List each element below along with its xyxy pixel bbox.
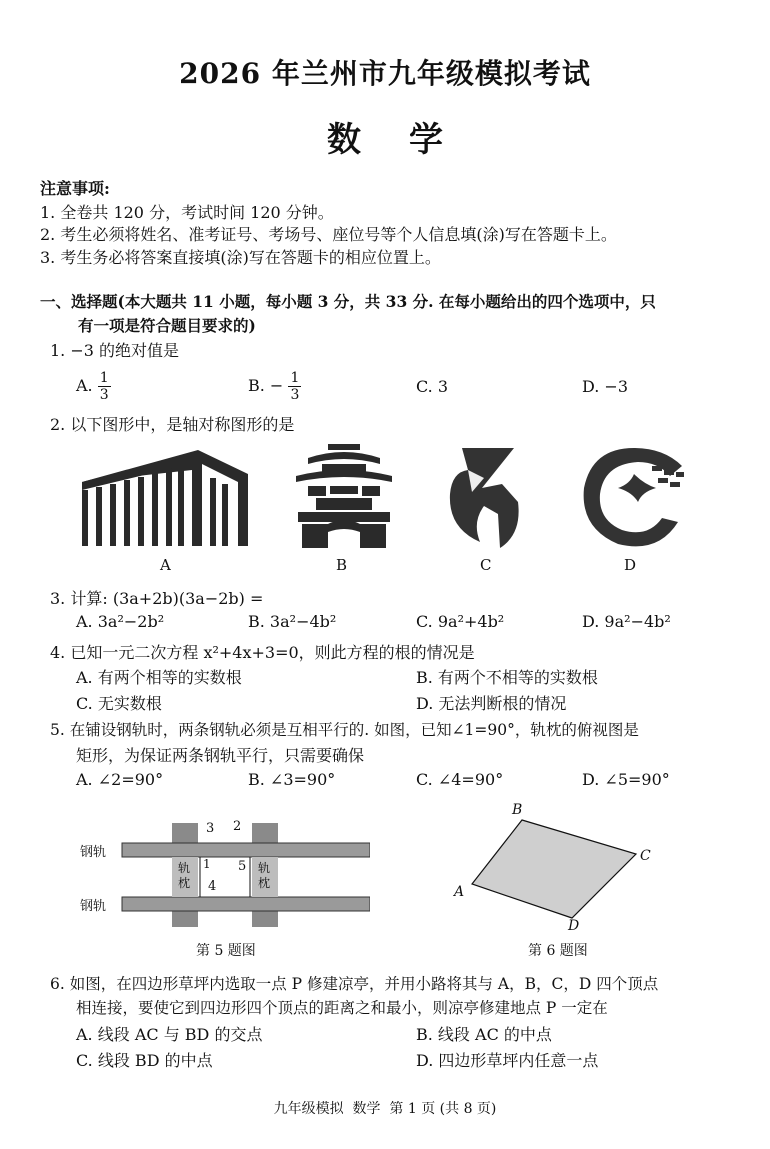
q4-option-a: A. 有两个相等的实数根 bbox=[76, 668, 242, 687]
page-footer: 九年级模拟 数学 第 1 页 (共 8 页) bbox=[273, 1101, 497, 1117]
sleeper-left-label: 轨 枕 bbox=[178, 861, 191, 890]
q2-label-d: D bbox=[624, 556, 637, 574]
q4-option-d: D. 无法判断根的情况 bbox=[416, 694, 567, 713]
q3-stem: 3. 计算: (3a+2b)(3a−2b) = bbox=[50, 589, 264, 608]
q3-option-d: D. 9a²−4b² bbox=[582, 612, 671, 631]
q4-option-b: B. 有两个不相等的实数根 bbox=[416, 668, 598, 687]
figure-6-caption: 第 6 题图 bbox=[528, 943, 588, 959]
figure-5-drawing bbox=[80, 815, 370, 935]
q5-option-c: C. ∠4=90° bbox=[416, 770, 504, 789]
angle-5-label: 5 bbox=[238, 859, 247, 874]
section1-heading-cont: 有一项是符合题目要求的) bbox=[78, 316, 256, 335]
q6-stem-line1: 6. 如图，在四边形草坪内选取一点 P 修建凉亭，并用小路将其与 A，B，C，D 四个顶点 bbox=[50, 975, 659, 993]
sleeper-right-label: 轨 枕 bbox=[258, 861, 271, 890]
q5-option-a: A. ∠2=90° bbox=[76, 770, 164, 789]
q1-option-c: C. 3 bbox=[416, 377, 449, 396]
vertex-a-label: A bbox=[454, 884, 465, 900]
q6-option-a: A. 线段 AC 与 BD 的交点 bbox=[76, 1025, 263, 1044]
section1-heading: 一、选择题(本大题共 11 小题，每小题 3 分，共 33 分. 在每小题给出的四个选项中，只 bbox=[40, 292, 656, 311]
q1-option-a: A. $\frac{1}{3}$ bbox=[76, 370, 109, 403]
q2-figure-c bbox=[444, 444, 524, 550]
q2-figure-d bbox=[578, 444, 688, 550]
q2-label-a: A bbox=[160, 556, 171, 574]
angle-4-label: 4 bbox=[208, 879, 217, 894]
figure-6 bbox=[450, 800, 670, 940]
q5-option-b: B. ∠3=90° bbox=[248, 770, 336, 789]
exam-title: 2026 年兰州市九年级模拟考试 bbox=[179, 57, 591, 90]
q5-option-d: D. ∠5=90° bbox=[582, 770, 670, 789]
rail-bottom-label: 钢轨 bbox=[80, 899, 107, 914]
q2-stem: 2. 以下图形中，是轴对称图形的是 bbox=[50, 415, 295, 434]
q6-option-c: C. 线段 BD 的中点 bbox=[76, 1051, 213, 1070]
rail-top-label: 钢轨 bbox=[80, 845, 107, 860]
vertex-b-label: B bbox=[512, 802, 523, 818]
q1-stem: 1. −3 的绝对值是 bbox=[50, 341, 180, 360]
q2-label-c: C bbox=[480, 556, 492, 574]
q4-stem: 4. 已知一元二次方程 x²+4x+3=0，则此方程的根的情况是 bbox=[50, 643, 475, 662]
q3-option-c: C. 9a²+4b² bbox=[416, 612, 505, 631]
q6-option-b: B. 线段 AC 的中点 bbox=[416, 1025, 552, 1044]
q1-option-b: B. − $\frac{1}{3}$ bbox=[248, 370, 300, 403]
notice-item-1: 1. 全卷共 120 分，考试时间 120 分钟。 bbox=[40, 203, 334, 222]
angle-1-label: 1 bbox=[203, 857, 211, 871]
notice-heading: 注意事项: bbox=[40, 179, 110, 198]
angle-2-label: 2 bbox=[233, 819, 242, 834]
figure-5 bbox=[80, 815, 370, 935]
q4-option-c: C. 无实数根 bbox=[76, 694, 162, 713]
q3-option-b: B. 3a²−4b² bbox=[248, 612, 337, 631]
q3-option-a: A. 3a²−2b² bbox=[76, 612, 165, 631]
q2-figure-a bbox=[78, 442, 250, 550]
q6-option-d: D. 四边形草坪内任意一点 bbox=[416, 1051, 599, 1070]
notice-item-3: 3. 考生务必将答案直接填(涂)写在答题卡的相应位置上。 bbox=[40, 248, 441, 267]
quadrilateral bbox=[450, 800, 670, 940]
subject-title: 数学 bbox=[327, 120, 491, 160]
notice-item-2: 2. 考生必须将姓名、准考证号、考场号、座位号等个人信息填(涂)写在答题卡上。 bbox=[40, 225, 617, 244]
figure-5-caption: 第 5 题图 bbox=[196, 943, 256, 959]
q2-label-b: B bbox=[336, 556, 348, 574]
vertex-c-label: C bbox=[640, 848, 651, 864]
q1-option-d: D. −3 bbox=[582, 377, 629, 396]
q5-stem-line1: 5. 在铺设钢轨时，两条钢轨必须是互相平行的. 如图，已知∠1=90°，轨枕的俯视图是 bbox=[50, 721, 639, 739]
q6-stem-line2: 相连接，要使它到四边形四个顶点的距离之和最小，则凉亭修建地点 P 一定在 bbox=[76, 999, 608, 1017]
angle-3-label: 3 bbox=[206, 821, 215, 836]
q5-stem-line2: 矩形，为保证两条钢轨平行，只需要确保 bbox=[76, 746, 365, 765]
vertex-d-label: D bbox=[568, 918, 580, 934]
q2-figure-b bbox=[288, 440, 400, 552]
